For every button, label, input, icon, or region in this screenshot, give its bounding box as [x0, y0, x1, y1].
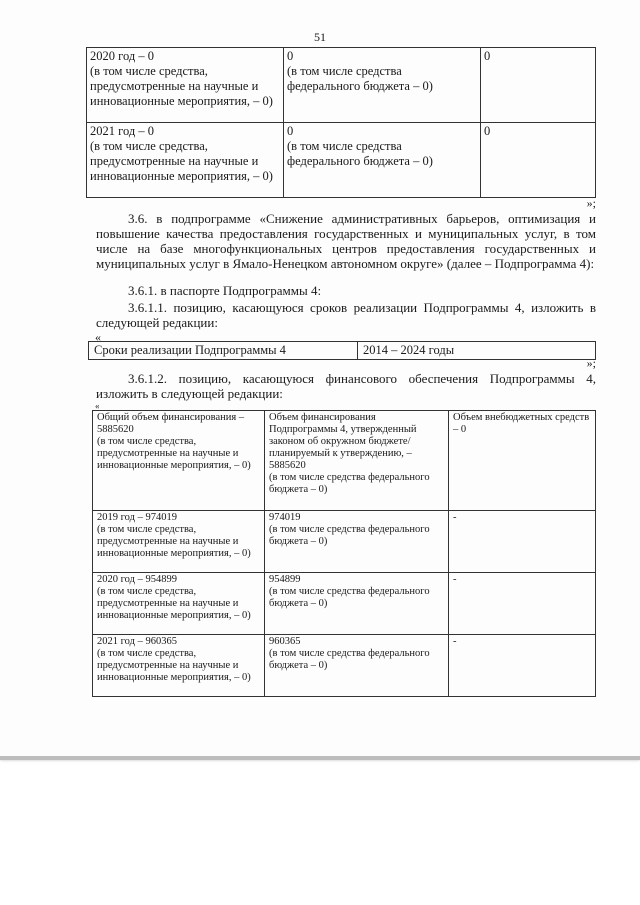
term-value: 2014 – 2024 годы [363, 343, 455, 357]
table-cell [481, 123, 596, 198]
table-header-row [93, 411, 596, 511]
paragraph-3-6: 3.6. в подпрограмме «Снижение административных барьеров, оптимизация и повышение качества предоставления государственных и муниципальных услуг, в том числе на базе многофункциональных центров предоставления государственных и муниципальных услуг в Ямало-Ненецком автономном округе» (далее – Подпрограмма 4): [96, 211, 596, 271]
table-cell [87, 48, 284, 123]
opening-quote: « [95, 401, 100, 411]
table-cell [481, 48, 596, 123]
table-cell [87, 123, 284, 198]
opening-quote: « [95, 330, 101, 344]
financing-table [92, 410, 596, 697]
cell-text: - [453, 636, 457, 647]
closing-quote: »; [586, 196, 596, 210]
cell-text: Объем внебюджетных средств – 0 [453, 412, 590, 435]
table-cell [449, 573, 596, 635]
cell-text: 954899 (в том числе средства федерального бюджета – 0) [269, 574, 430, 609]
cell-text: Общий объем финансирования – 5885620 (в том числе средства, предусмотренные на научные и инновационные мероприятия, – 0) [97, 412, 251, 471]
cell-text: 960365 (в том числе средства федерального бюджета – 0) [269, 636, 430, 671]
cell-text: - [453, 512, 457, 523]
paragraph-3-6-1: 3.6.1. в паспорте Подпрограммы 4: [128, 283, 322, 298]
table-cell [265, 411, 449, 511]
table-cell [449, 511, 596, 573]
table-row [87, 48, 596, 123]
term-label: Сроки реализации Подпрограммы 4 [94, 343, 286, 357]
paragraph-3-6-1-2: 3.6.1.2. позицию, касающуюся финансового обеспечения Подпрограммы 4, изложить в следующей редакции: [96, 371, 596, 401]
funding-table-continued [86, 47, 596, 198]
page-number: 51 [314, 30, 326, 44]
table-row [89, 342, 596, 360]
table-cell [93, 511, 265, 573]
table-cell [89, 342, 358, 360]
table-cell [93, 573, 265, 635]
table-cell [93, 411, 265, 511]
cell-text: 2020 год – 0 (в том числе средства, предусмотренные на научные и инновационные мероприятия, – 0) [90, 49, 273, 108]
table-cell [265, 573, 449, 635]
cell-text: 0 [484, 124, 491, 138]
cell-text: 2021 год – 960365 (в том числе средства, предусмотренные на научные и инновационные мероприятия, – 0) [97, 636, 251, 683]
table-row [87, 123, 596, 198]
cell-text: 0 (в том числе средства федерального бюджета – 0) [287, 49, 433, 93]
cell-text: 2020 год – 954899 (в том числе средства, предусмотренные на научные и инновационные мероприятия, – 0) [97, 574, 251, 621]
table-cell [93, 635, 265, 697]
table-cell [449, 411, 596, 511]
table-cell [358, 342, 596, 360]
table-row [93, 511, 596, 573]
table-row [93, 573, 596, 635]
table-cell [284, 123, 481, 198]
cell-text: - [453, 574, 457, 585]
table-cell [284, 48, 481, 123]
paragraph-3-6-1-1: 3.6.1.1. позицию, касающуюся сроков реализации Подпрограммы 4, изложить в следующей редакции: [96, 300, 596, 330]
table-row [93, 635, 596, 697]
term-table [88, 341, 596, 360]
cell-text: 2021 год – 0 (в том числе средства, предусмотренные на научные и инновационные мероприятия, – 0) [90, 124, 273, 183]
cell-text: 2019 год – 974019 (в том числе средства, предусмотренные на научные и инновационные мероприятия, – 0) [97, 512, 251, 559]
table-cell [449, 635, 596, 697]
table-cell [265, 511, 449, 573]
cell-text: Объем финансирования Подпрограммы 4, утвержденный законом об окружном бюджете/планируемый к утверждению, – 5885620 (в том числе средства федерального бюджета – 0) [269, 412, 430, 495]
cell-text: 0 (в том числе средства федерального бюджета – 0) [287, 124, 433, 168]
table-cell [265, 635, 449, 697]
cell-text: 0 [484, 49, 491, 63]
closing-quote: »; [586, 356, 596, 370]
cell-text: 974019 (в том числе средства федерального бюджета – 0) [269, 512, 430, 547]
